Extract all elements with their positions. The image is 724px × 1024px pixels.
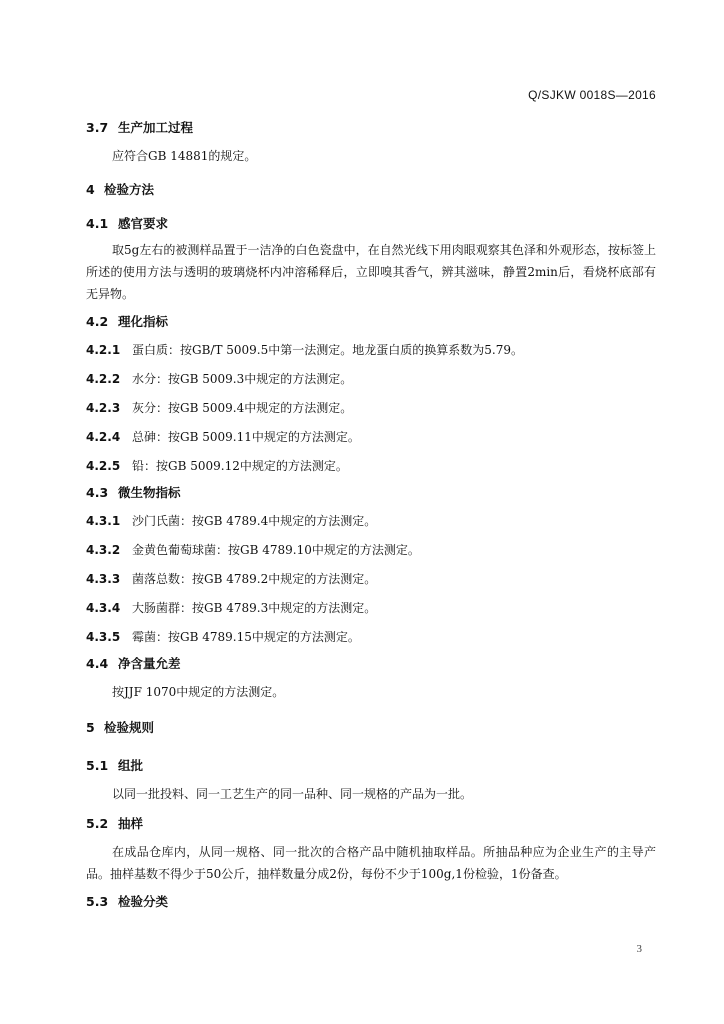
item-text: 沙门氏菌：按GB 4789.4中规定的方法测定。 [132, 514, 377, 528]
item-text: 大肠菌群：按GB 4789.3中规定的方法测定。 [132, 601, 377, 615]
section-3-7-heading [86, 119, 656, 137]
list-item [86, 540, 656, 560]
section-title: 检验方法 [104, 182, 155, 197]
item-text: 霉菌：按GB 4789.15中规定的方法测定。 [132, 630, 360, 644]
item-text: 铅：按GB 5009.12中规定的方法测定。 [132, 459, 348, 473]
list-item [86, 369, 656, 389]
section-title: 生产加工过程 [118, 120, 194, 135]
item-number: 4.2.5 [86, 459, 121, 473]
section-title: 抽样 [118, 816, 144, 831]
section-5-2-text: 在成品仓库内，从同一规格、同一批次的合格产品中随机抽取样品。所抽品种应为企业生产的主导产品。抽样基数不得少于50公斤，抽样数量分成2份，每份不少于100g,1份检验，1份备查。 [86, 845, 656, 881]
section-title: 理化指标 [118, 314, 169, 329]
section-4-1-text: 取5g左右的被测样品置于一洁净的白色瓷盘中，在自然光线下用肉眼观察其色泽和外观形态，按标签上所述的使用方法与透明的玻璃烧杯内冲溶稀释后，立即嗅其香气，辨其滋味，静置2min后，看烧杯底部有无异物。 [86, 243, 656, 301]
item-text: 总砷：按GB 5009.11中规定的方法测定。 [132, 430, 360, 444]
list-item [86, 340, 656, 360]
item-number: 4.2.2 [86, 372, 121, 386]
list-item [86, 456, 656, 476]
section-4-4-heading [86, 655, 656, 673]
section-3-7-text: 应符合GB 14881的规定。 [112, 149, 257, 163]
section-4-1-heading [86, 215, 656, 233]
item-number: 4.3.3 [86, 572, 121, 586]
section-title: 净含量允差 [118, 656, 181, 671]
list-item [86, 398, 656, 418]
list-item [86, 627, 656, 647]
section-5-heading [86, 719, 656, 737]
item-number: 4.3.2 [86, 543, 121, 557]
section-title: 组批 [118, 758, 144, 773]
list-item [86, 427, 656, 447]
section-number: 5.1 [86, 758, 109, 773]
section-4-4-text: 按JJF 1070中规定的方法测定。 [112, 685, 285, 699]
section-number: 4.4 [86, 656, 109, 671]
section-number: 3.7 [86, 120, 109, 135]
section-5-3-heading [86, 893, 656, 911]
document-body [86, 118, 656, 911]
standard-code: Q/SJKW 0018S—2016 [528, 88, 656, 102]
section-number: 5.3 [86, 894, 109, 909]
section-title: 微生物指标 [118, 485, 181, 500]
section-4-heading [86, 181, 656, 199]
section-number: 4.2 [86, 314, 109, 329]
section-title: 感官要求 [118, 216, 169, 231]
section-5-1-text: 以同一批投料、同一工艺生产的同一品种、同一规格的产品为一批。 [112, 787, 473, 801]
section-4-3-heading [86, 484, 656, 502]
item-number: 4.2.3 [86, 401, 121, 415]
section-5-1-heading [86, 757, 656, 775]
item-number: 4.3.4 [86, 601, 121, 615]
item-number: 4.3.5 [86, 630, 121, 644]
item-text: 蛋白质：按GB/T 5009.5中第一法测定。地龙蛋白质的换算系数为5.79。 [132, 343, 523, 357]
section-number: 5 [86, 720, 95, 735]
item-text: 灰分：按GB 5009.4中规定的方法测定。 [132, 401, 353, 415]
section-number: 4.3 [86, 485, 109, 500]
section-4-3-items [86, 511, 656, 647]
section-4-2-items [86, 340, 656, 476]
page-number: 3 [636, 943, 642, 955]
section-number: 4 [86, 182, 95, 197]
list-item [86, 569, 656, 589]
section-5-2-heading [86, 815, 656, 833]
item-number: 4.2.4 [86, 430, 121, 444]
item-text: 菌落总数：按GB 4789.2中规定的方法测定。 [132, 572, 377, 586]
item-text: 水分：按GB 5009.3中规定的方法测定。 [132, 372, 353, 386]
section-title: 检验规则 [104, 720, 155, 735]
item-number: 4.2.1 [86, 343, 121, 357]
list-item [86, 511, 656, 531]
section-4-2-heading [86, 313, 656, 331]
section-number: 4.1 [86, 216, 109, 231]
section-number: 5.2 [86, 816, 109, 831]
list-item [86, 598, 656, 618]
section-title: 检验分类 [118, 894, 169, 909]
item-text: 金黄色葡萄球菌：按GB 4789.10中规定的方法测定。 [132, 543, 420, 557]
item-number: 4.3.1 [86, 514, 121, 528]
